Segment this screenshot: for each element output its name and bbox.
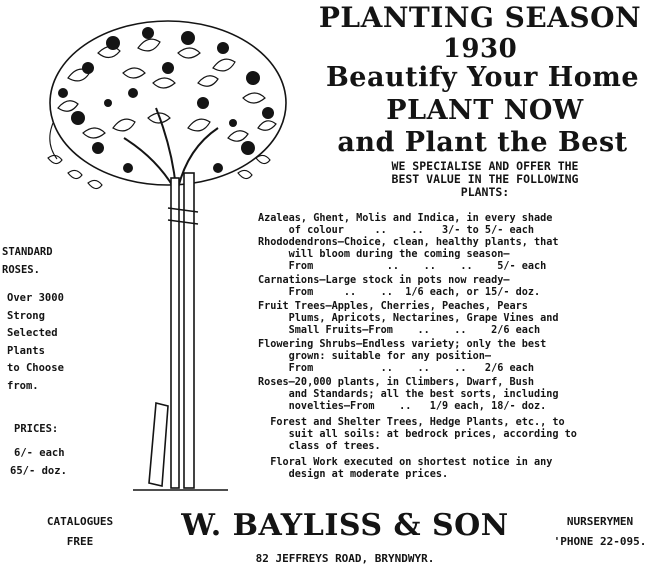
sidebar-copy-line: Plants <box>7 344 45 357</box>
sidebar-title-line-2: ROSES. <box>2 264 40 276</box>
list-item: Floral Work executed on shortest notice in any <box>258 457 553 468</box>
list-item: and Standards; all the best sorts, including <box>258 389 559 400</box>
sidebar-copy-line: Over 3000 <box>7 292 64 304</box>
list-item: Forest and Shelter Trees, Hedge Plants, etc., to <box>258 417 565 428</box>
list-item: of colour .. .. 3/- to 5/- each <box>258 225 535 236</box>
list-item: From .. .. .. 5/- each <box>258 261 547 272</box>
list-item: Azaleas, Ghent, Molis and Indica, in every shade <box>258 213 553 224</box>
headline-plant-now: PLANT NOW <box>386 95 584 126</box>
sidebar-copy-line: Selected <box>7 327 58 339</box>
intro-line-3: PLANTS: <box>460 185 510 199</box>
list-item: suit all soils: at bedrock prices, according to <box>258 429 577 440</box>
list-item: Roses—20,000 plants, in Climbers, Dwarf, Bush <box>258 377 535 388</box>
list-item: design at moderate prices. <box>258 469 449 480</box>
intro-line-2: BEST VALUE IN THE FOLLOWING <box>391 172 579 186</box>
list-item: Fruit Trees—Apples, Cherries, Peaches, Pears <box>258 301 528 312</box>
list-item: Plums, Apricots, Nectarines, Grape Vines and <box>258 313 559 324</box>
nurserymen-label: NURSERYMEN <box>566 515 634 528</box>
catalogues-free: FREE <box>66 535 94 548</box>
list-item: Rhododendrons—Choice, clean, healthy plants, that <box>258 237 559 248</box>
headline-beautify: Beautify Your Home <box>325 62 639 93</box>
headline-planting-season: PLANTING SEASON <box>318 1 642 34</box>
firm-name: W. BAYLISS & SON <box>181 508 509 543</box>
prices-label: PRICES: <box>14 423 59 435</box>
firm-address: 82 JEFFREYS ROAD, BRYNDWYR. <box>255 552 435 565</box>
list-item: Small Fruits—From .. .. 2/6 each <box>258 325 541 336</box>
sidebar-copy-line: Strong <box>7 309 45 322</box>
list-item: class of trees. <box>258 441 381 452</box>
list-item: Flowering Shrubs—Endless variety; only the best <box>258 339 547 350</box>
standard-rose-tree-icon <box>28 8 288 498</box>
sidebar-copy-line: from. <box>7 379 39 392</box>
intro-line-1: WE SPECIALISE AND OFFER THE <box>391 159 579 173</box>
sidebar-copy <box>7 290 64 395</box>
sidebar-title <box>2 243 53 279</box>
list-item: will bloom during the coming season— <box>258 249 510 260</box>
sidebar-title-line-1: STANDARD <box>2 246 53 258</box>
sidebar-copy-line: to Choose <box>7 362 64 374</box>
list-item: From .. .. .. 2/6 each <box>258 363 535 374</box>
price-each: 6/- each <box>14 447 65 459</box>
list-item: grown: suitable for any position— <box>258 351 492 362</box>
list-item: From .. .. 1/6 each, or 15/- doz. <box>258 287 541 298</box>
list-item: novelties—From .. 1/9 each, 18/- doz. <box>258 401 547 412</box>
headline-plant-best: and Plant the Best <box>337 127 628 158</box>
headline-year: 1930 <box>442 34 518 64</box>
catalogues-label: CATALOGUES <box>46 515 114 528</box>
list-item: Carnations—Large stock in pots now ready— <box>258 275 510 286</box>
price-dozen: 65/- doz. <box>10 465 67 477</box>
phone-number: 'PHONE 22-095. <box>553 535 647 548</box>
